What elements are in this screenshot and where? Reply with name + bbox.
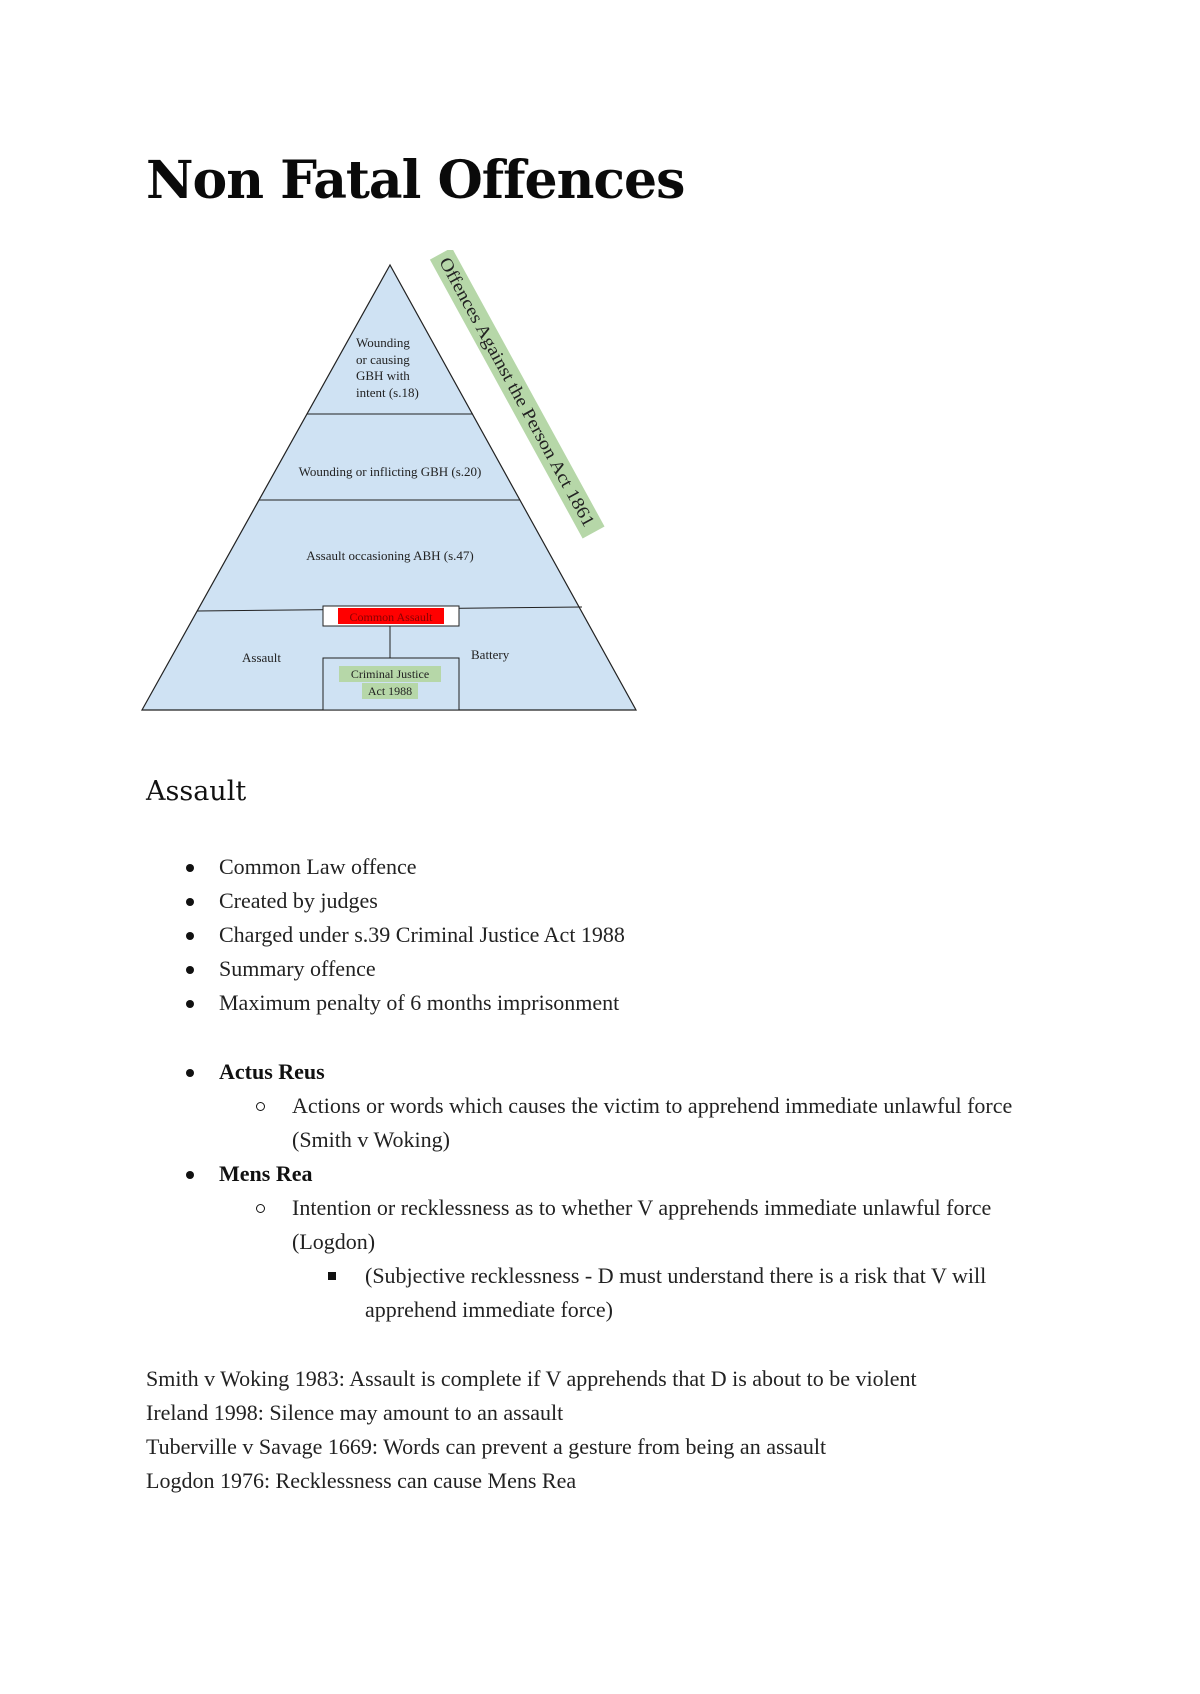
case-line: Logdon 1976: Recklessness can cause Mens Rea <box>146 1468 577 1493</box>
battery-label: Battery <box>471 647 510 662</box>
mens-rea-label: Mens Rea <box>219 1161 313 1186</box>
mens-rea-item-text <box>219 1191 1066 1327</box>
mens-rea-subsublist <box>292 1259 1066 1327</box>
common-assault-label: Common Assault <box>349 610 433 624</box>
case-line: Ireland 1998: Silence may amount to an assault <box>146 1400 564 1425</box>
tier3-label: Assault occasioning ABH (s.47) <box>306 548 474 563</box>
actus-reus-item <box>146 1055 1066 1157</box>
actus-reus-text: Actions or words which causes the victim to apprehend immediate unlawful force (Smith v Woking) <box>219 1089 1066 1157</box>
list-item: Maximum penalty of 6 months imprisonment <box>146 986 1066 1020</box>
list-item: Created by judges <box>146 884 1066 918</box>
tier1-line-4: intent (s.18) <box>356 385 419 400</box>
cja-line-2: Act 1988 <box>367 684 413 698</box>
cja-line-1: Criminal Justice <box>350 667 430 681</box>
side-label: Offences Against the Person Act 1861 <box>435 253 585 504</box>
tier1-line-1: Wounding <box>356 335 410 350</box>
actus-reus-sublist <box>219 1089 1066 1157</box>
assault-label: Assault <box>242 650 281 665</box>
page-title: Non Fatal Offences <box>146 150 685 211</box>
tier2-label: Wounding or inflicting GBH (s.20) <box>298 464 482 479</box>
mens-rea-sublist <box>219 1191 1066 1327</box>
mens-rea-item <box>146 1157 1066 1327</box>
pyramid-svg <box>140 250 660 720</box>
assault-heading: Assault <box>146 776 247 807</box>
offences-pyramid-diagram <box>140 250 660 720</box>
list-item: Summary offence <box>146 952 1066 986</box>
elements-list <box>146 1055 1066 1327</box>
case-line: Tuberville v Savage 1669: Words can prevent a gesture from being an assault <box>146 1434 827 1459</box>
assault-facts-list <box>146 850 1066 1020</box>
list-item: Charged under s.39 Criminal Justice Act 1988 <box>146 918 1066 952</box>
case-line: Smith v Woking 1983: Assault is complete if V apprehends that D is about to be violent <box>146 1366 917 1391</box>
subjective-recklessness-text: (Subjective recklessness - D must understand there is a risk that V will apprehend immediate force) <box>292 1259 1066 1327</box>
case-list <box>146 1362 1126 1498</box>
actus-reus-label: Actus Reus <box>219 1059 325 1084</box>
list-item: Common Law offence <box>146 850 1066 884</box>
tier1-line-2: or causing <box>356 352 410 367</box>
tier1-line-3: GBH with <box>356 368 410 383</box>
mens-rea-text: Intention or recklessness as to whether V apprehends immediate unlawful force (Logdon) <box>292 1195 992 1254</box>
